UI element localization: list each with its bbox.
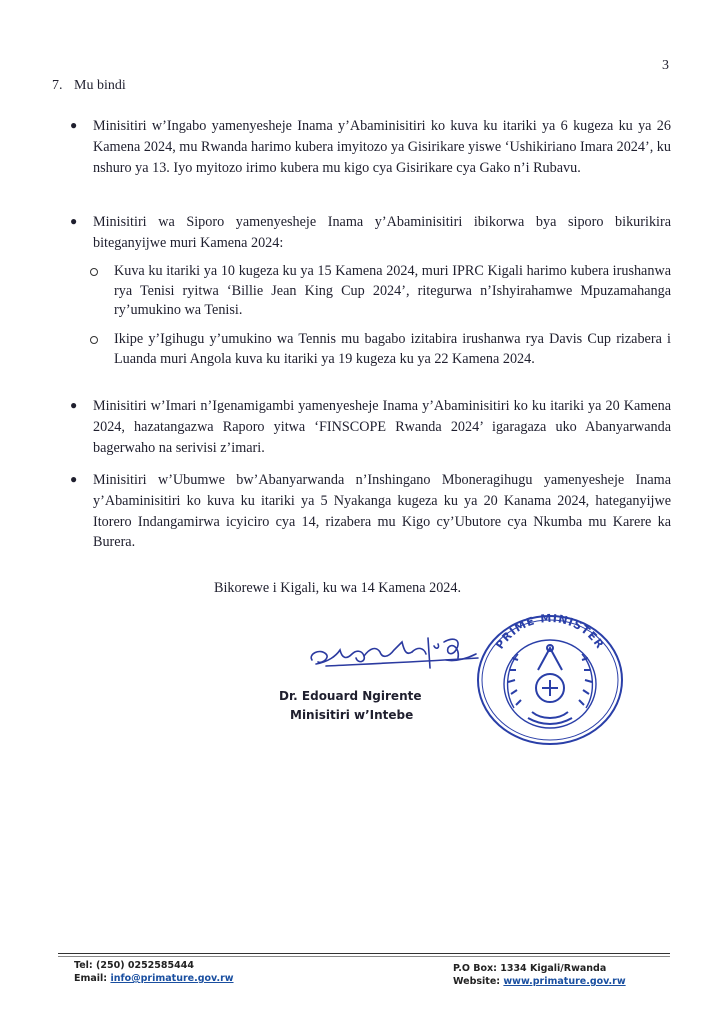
footer-rule: [58, 956, 670, 957]
bullet-icon: ●: [70, 398, 78, 412]
bullet-icon: ●: [70, 118, 78, 132]
bullet-item-imari: Minisitiri w’Imari n’Igenamigambi yamenyesheje Inama y’Abaminisitiri ko ku itariki ya 20 Kamena 2024, hazatangazwa Raporo yitwa ‘FINSCOPE Rwanda 2024’ igaragaza uko Abanyarwanda bagerwaho na serivisi z’imari.: [93, 398, 671, 456]
page-number: 3: [662, 58, 669, 73]
website-link[interactable]: www.primature.gov.rw: [503, 976, 626, 987]
signature-image: [306, 628, 486, 690]
pobox-value: 1334 Kigali/Rwanda: [500, 963, 607, 974]
date-line: Bikorewe i Kigali, ku wa 14 Kamena 2024.: [214, 580, 462, 596]
sub-bullet-item-davis-cup: Ikipe y’Igihugu y’umukino wa Tennis mu bagabo izitabira irushanwa rya Davis Cup rizabera i Luanda muri Angola kuva ku itariki ya 19 kugeza ku ya 22 Kamena 2024.: [114, 331, 671, 367]
section-number: 7.: [52, 78, 63, 93]
email-link[interactable]: info@primature.gov.rw: [110, 973, 234, 984]
bullet-icon: ●: [70, 472, 78, 486]
bullet-icon: ●: [70, 214, 78, 228]
bullet-item-ingabo: Minisitiri w’Ingabo yamenyesheje Inama y’Abaminisitiri ko kuva ku itariki ya 6 kugeza ku ya 26 Kamena 2024, mu Rwanda harimo kubera imyitozo ya Gisirikare yiswe ‘Ushikiriano Imara 2024’, ku nshuro ya 13. Iyo myitozo irimo kubera mu kigo cya Gisirikare cya Gako n’i Rubavu.: [93, 118, 671, 176]
circle-bullet-icon: [90, 336, 98, 344]
email-label: Email:: [74, 973, 108, 984]
tel-label: Tel:: [74, 960, 93, 971]
section-title: Mu bindi: [74, 78, 126, 93]
footer-address: [453, 962, 626, 988]
seal-text: PRIME MINISTER: [493, 611, 607, 652]
signer-title: Minisitiri w’Intebe: [290, 708, 414, 722]
section-heading: [52, 78, 126, 94]
website-label: Website:: [453, 976, 501, 987]
footer-rule: [58, 953, 670, 954]
pobox-label: P.O Box:: [453, 963, 497, 974]
bullet-item-ubumwe: Minisitiri w’Ubumwe bw’Abanyarwanda n’Inshingano Mboneragihugu yamenyesheje Inama y’Abaminisitiri ko kuva ku itariki ya 5 Nyakanga kugeza ku ya 20 Kanama 2024, hateganyijwe Itorero Indangamirwa icyiciro cya 14, rizabera mu Kigo cy’Ubutore cya Nkumba mu Karere ka Burera.: [93, 472, 671, 551]
prime-minister-seal: [472, 608, 628, 748]
circle-bullet-icon: [90, 268, 98, 276]
signer-name: Dr. Edouard Ngirente: [279, 689, 422, 703]
bullet-item-siporo: Minisitiri wa Siporo yamenyesheje Inama y’Abaminisitiri ibikorwa bya siporo bikurikira biteganyijwe muri Kamena 2024:: [93, 214, 671, 251]
footer-contact: [74, 959, 234, 985]
sub-bullet-item-tenisi: Kuva ku itariki ya 10 kugeza ku ya 15 Kamena 2024, muri IPRC Kigali harimo kubera irushanwa rya Tenisi ryitwa ‘Billie Jean King Cup 2024’, ritegurwa n’Ishyirahamwe Mpuzamahanga ry’umukino wa Tenisi.: [114, 263, 671, 318]
tel-value: (250) 0252585444: [96, 960, 194, 971]
